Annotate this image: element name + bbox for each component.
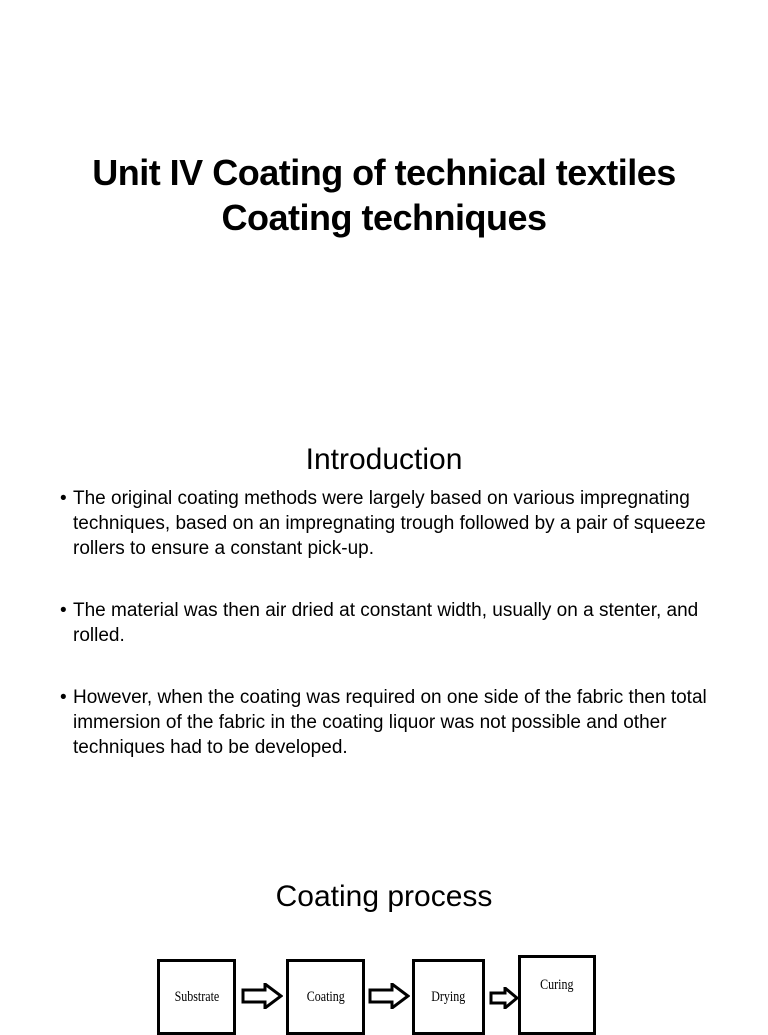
bullet-item: • The original coating methods were largely based on various impregnating techniques, based on an impregnating trough followed by a pair of squeeze rollers to ensure a constant pick-up. [60,486,720,561]
coating-process-heading: Coating process [275,880,493,913]
introduction-heading: Introduction [305,443,463,476]
slide-title [0,150,768,240]
flow-step-curing: Curing [518,955,596,1035]
flow-step-substrate: Substrate [157,959,236,1035]
flow-step-drying: Drying [412,959,485,1035]
block-arrow-right-icon [368,983,410,1009]
bullet-item: • However, when the coating was required on one side of the fabric then total immersion of the fabric in the coating liquor was not possible and other techniques had to be developed. [60,685,720,760]
block-arrow-right-icon [241,983,283,1009]
slide-title-line-2: Coating techniques [221,197,547,238]
bullet-item: • The material was then air dried at constant width, usually on a stenter, and rolled. [60,598,720,648]
flow-step-coating: Coating [286,959,365,1035]
slide-title-line-1: Unit IV Coating of technical textiles [92,152,676,193]
coating-process-flow-diagram [0,955,768,1024]
introduction-bullet-list [60,486,720,760]
block-arrow-right-icon [489,987,519,1009]
